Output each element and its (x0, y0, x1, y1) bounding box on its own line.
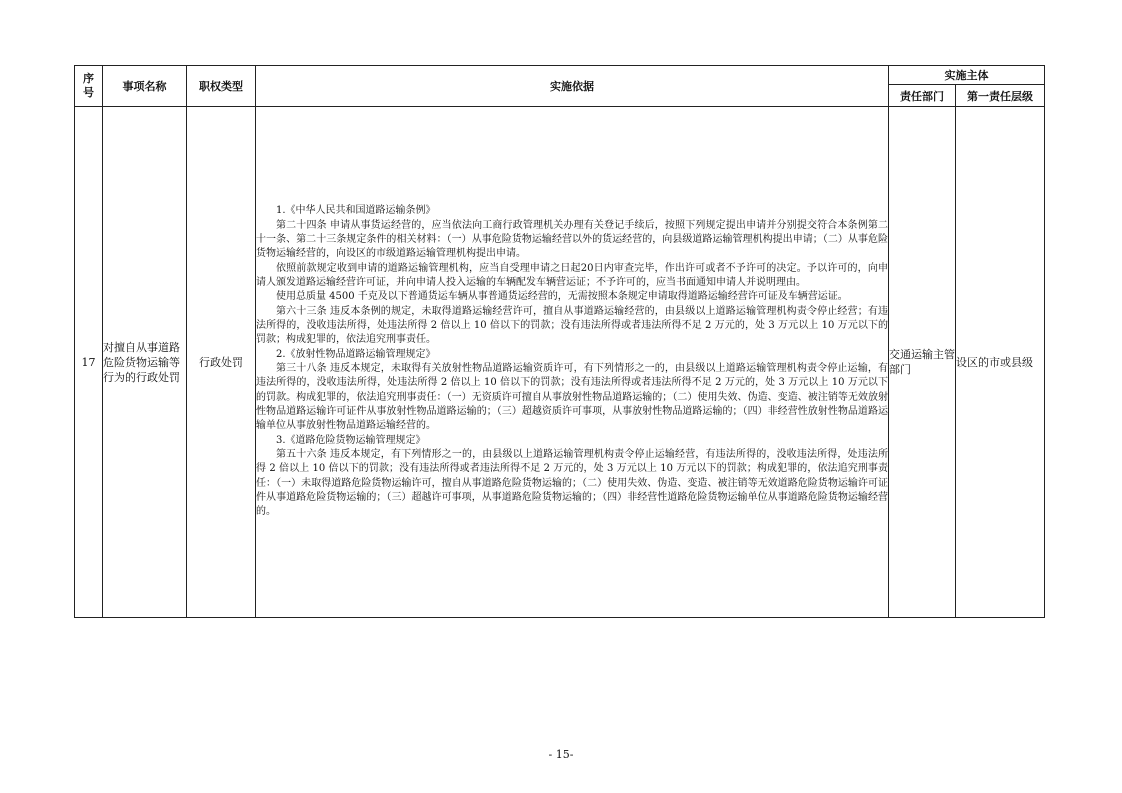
row-power-type: 行政处罚 (187, 107, 256, 618)
basis-paragraph: 第三十八条 违反本规定，未取得有关放射性物品道路运输资质许可，有下列情形之一的，由县级以上道路运输管理机构责令停止运输，有违法所得的，没收违法所得，处违法所得 2 倍以上 10 倍以下的罚款；没有违法所得或者违法所得不足 2 万元的，处 3 万元以上 10 万元以下的罚款。构成犯罪的，依法追究刑事责任：（一）无资质许可擅自从事放射性物品道路运输的；（二）使用失效、伪造、变造、被注销等无效放射性物品道路运输许可证件从事放射性物品道路运输的；（三）超越资质许可事项，从事放射性物品道路运输的；（四）非经营性放射性物品道路运输单位从事放射性物品道路运输经营的。 (256, 363, 888, 432)
header-dept: 责任部门 (889, 85, 956, 107)
row-basis (256, 107, 889, 618)
basis-paragraph: 1.《中华人民共和国道路运输条例》 (276, 205, 436, 217)
row-number: 17 (75, 107, 103, 618)
header-level: 第一责任层级 (956, 85, 1045, 107)
basis-paragraph: 3.《道路危险货物运输管理规定》 (276, 434, 426, 446)
row-item-name: 对擅自从事道路危险货物运输等行为的行政处罚 (103, 107, 187, 618)
basis-paragraph: 第六十三条 违反本条例的规定，未取得道路运输经营许可，擅自从事道路运输经营的，由县级以上道路运输管理机构责令停止经营；有违法所得的，没收违法所得，处违法所得 2 倍以上 10 倍以下的罚款；没有违法所得或者违法所得不足 2 万元的，处 3 万元以上 10 万元以下的罚款；构成犯罪的，依法追究刑事责任。 (256, 305, 888, 346)
table-row (75, 107, 1045, 618)
header-implementer: 实施主体 (889, 66, 1045, 85)
authority-table (74, 65, 1045, 618)
basis-paragraph: 2.《放射性物品道路运输管理规定》 (276, 348, 436, 360)
header-no: 序 号 (75, 66, 103, 107)
row-dept: 交通运输主管部门 (889, 107, 956, 618)
header-item-name: 事项名称 (103, 66, 187, 107)
basis-paragraph: 使用总质量 4500 千克及以下普通货运车辆从事普通货运经营的，无需按照本条规定申请取得道路运输经营许可证及车辆营运证。 (276, 291, 848, 303)
basis-paragraph: 第二十四条 申请从事货运经营的，应当依法向工商行政管理机关办理有关登记手续后，按照下列规定提出申请并分别提交符合本条例第二十一条、第二十三条规定条件的相关材料：（一）从事危险货物运输经营以外的货运经营的，向县级道路运输管理机构提出申请；（二）从事危险货物运输经营的，向设区的市级道路运输管理机构提出申请。 (256, 219, 888, 260)
basis-paragraph: 第五十六条 违反本规定，有下列情形之一的，由县级以上道路运输管理机构责令停止运输经营，有违法所得的，没收违法所得，处违法所得 2 倍以上 10 倍以下的罚款；没有违法所得或者违法所得不足 2 万元的，处 3 万元以上 10 万元以下的罚款；构成犯罪的，依法追究刑事责任：（一）未取得道路危险货物运输许可，擅自从事道路危险货物运输的；（二）使用失效、伪造、变造、被注销等无效道路危险货物运输许可证件从事道路危险货物运输的；（三）超越许可事项，从事道路危险货物运输的；（四）非经营性道路危险货物运输单位从事道路危险货物运输经营的。 (256, 449, 888, 518)
row-level: 设区的市或县级 (956, 107, 1045, 618)
basis-paragraph: 依照前款规定收到申请的道路运输管理机构，应当自受理申请之日起20日内审查完毕，作出许可或者不予许可的决定。予以许可的，向申请人颁发道路运输经营许可证，并向申请人投入运输的车辆配发车辆营运证；不予许可的，应当书面通知申请人并说明理由。 (256, 262, 888, 288)
header-power-type: 职权类型 (187, 66, 256, 107)
page-number: - 15- (548, 748, 574, 761)
header-basis: 实施依据 (256, 66, 889, 107)
